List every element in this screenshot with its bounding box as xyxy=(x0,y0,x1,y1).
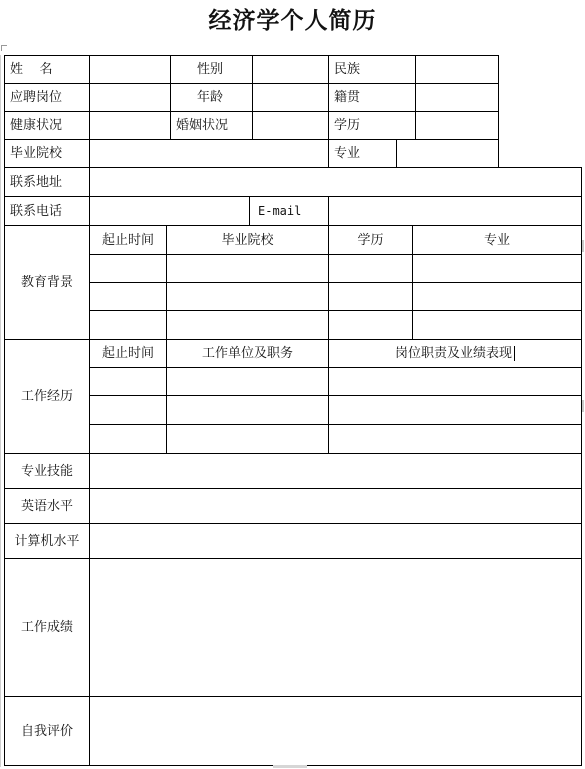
work-row-1-company[interactable] xyxy=(166,367,329,396)
major-label: 专业 xyxy=(328,139,397,168)
health-value[interactable] xyxy=(89,111,171,140)
email-label: E-mail xyxy=(249,196,329,226)
education-header-school: 毕业院校 xyxy=(166,225,329,255)
school-label: 毕业院校 xyxy=(4,139,90,168)
ethnicity-value[interactable] xyxy=(415,55,499,84)
gender-label: 性别 xyxy=(170,55,253,84)
gender-value[interactable] xyxy=(252,55,329,84)
education-row-2-period[interactable] xyxy=(89,282,167,311)
education-header-degree: 学历 xyxy=(328,225,413,255)
right-margin-mark-1 xyxy=(582,240,584,252)
work-row-3-company[interactable] xyxy=(166,424,329,454)
degree-label: 学历 xyxy=(328,111,416,140)
position-label: 应聘岗位 xyxy=(4,83,90,112)
computer-value[interactable] xyxy=(89,523,582,559)
self-eval-value[interactable] xyxy=(89,696,582,766)
work-row-3-duties[interactable] xyxy=(328,424,582,454)
education-row-3-major[interactable] xyxy=(412,310,582,340)
education-row-3-degree[interactable] xyxy=(328,310,413,340)
education-header-period: 起止时间 xyxy=(89,225,167,255)
address-label: 联系地址 xyxy=(4,167,90,197)
education-row-1-major[interactable] xyxy=(412,254,582,283)
education-row-1-school[interactable] xyxy=(166,254,329,283)
education-row-1-period[interactable] xyxy=(89,254,167,283)
work-row-2-duties[interactable] xyxy=(328,395,582,425)
achievements-label: 工作成绩 xyxy=(4,558,90,697)
marital-label: 婚姻状况 xyxy=(170,111,253,140)
marital-value[interactable] xyxy=(252,111,329,140)
skills-value[interactable] xyxy=(89,453,582,489)
english-value[interactable] xyxy=(89,488,582,524)
left-border-line xyxy=(0,55,1,767)
work-row-2-period[interactable] xyxy=(89,395,167,425)
work-header-duties: 岗位职责及业绩表现 xyxy=(328,339,582,368)
resume-title: 经济学个人简历 xyxy=(208,7,377,34)
email-value[interactable] xyxy=(328,196,582,226)
native-place-value[interactable] xyxy=(415,83,499,112)
name-value[interactable] xyxy=(89,55,171,84)
school-value[interactable] xyxy=(89,139,329,168)
education-row-1-degree[interactable] xyxy=(328,254,413,283)
skills-label: 专业技能 xyxy=(4,453,90,489)
education-row-3-period[interactable] xyxy=(89,310,167,340)
work-row-3-period[interactable] xyxy=(89,424,167,454)
page-corner-mark xyxy=(1,45,7,51)
education-row-3-school[interactable] xyxy=(166,310,329,340)
right-margin-mark-2 xyxy=(582,400,584,412)
native-place-label: 籍贯 xyxy=(328,83,416,112)
name-label: 姓 名 xyxy=(4,55,90,84)
major-value[interactable] xyxy=(396,139,499,168)
degree-value[interactable] xyxy=(415,111,499,140)
work-label: 工作经历 xyxy=(4,339,90,454)
achievements-value[interactable] xyxy=(89,558,582,697)
address-value[interactable] xyxy=(89,167,582,197)
phone-label: 联系电话 xyxy=(4,196,90,226)
education-row-2-degree[interactable] xyxy=(328,282,413,311)
work-row-1-period[interactable] xyxy=(89,367,167,396)
education-header-major: 专业 xyxy=(412,225,582,255)
age-value[interactable] xyxy=(252,83,329,112)
text-cursor-icon xyxy=(514,346,515,361)
education-row-2-school[interactable] xyxy=(166,282,329,311)
work-row-2-company[interactable] xyxy=(166,395,329,425)
position-value[interactable] xyxy=(89,83,171,112)
work-header-company: 工作单位及职务 xyxy=(166,339,329,368)
work-row-1-duties[interactable] xyxy=(328,367,582,396)
page-scroll-mark xyxy=(273,765,307,768)
education-row-2-major[interactable] xyxy=(412,282,582,311)
work-header-period: 起止时间 xyxy=(89,339,167,368)
health-label: 健康状况 xyxy=(4,111,90,140)
english-label: 英语水平 xyxy=(4,488,90,524)
self-eval-label: 自我评价 xyxy=(4,696,90,766)
age-label: 年龄 xyxy=(170,83,253,112)
ethnicity-label: 民族 xyxy=(328,55,416,84)
phone-value[interactable] xyxy=(89,196,250,226)
education-label: 教育背景 xyxy=(4,225,90,340)
computer-label: 计算机水平 xyxy=(4,523,90,559)
